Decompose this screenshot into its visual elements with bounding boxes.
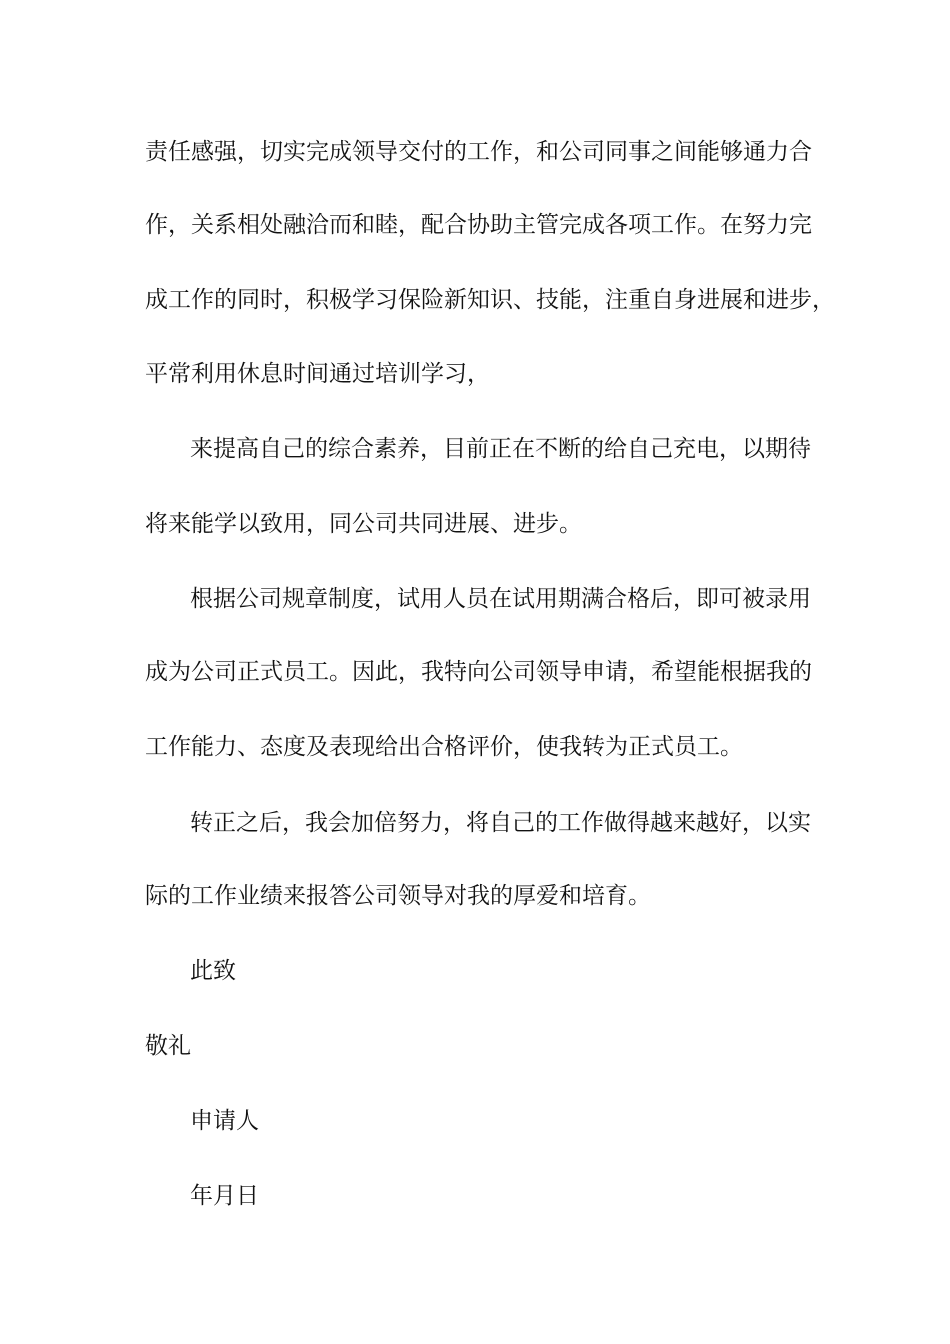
paragraph-line: 来提高自己的综合素养，目前正在不断的给自己充电，以期待 (190, 436, 811, 462)
paragraph-line: 平常利用休息时间通过培训学习， (145, 361, 490, 387)
paragraph-line: 作，关系相处融洽而和睦，配合协助主管完成各项工作。在努力完 (145, 212, 812, 238)
paragraph-line: 工作能力、态度及表现给出合格评价，使我转为正式员工。 (145, 734, 743, 760)
paragraph-line: 际的工作业绩来报答公司领导对我的厚爱和培育。 (145, 883, 651, 909)
applicant-label: 申请人 (190, 1108, 259, 1134)
salutation-closing: 此致 (190, 958, 236, 984)
paragraph-line: 成工作的同时，积极学习保险新知识、技能，注重自身进展和进步， (145, 287, 835, 313)
paragraph-line: 转正之后，我会加倍努力，将自己的工作做得越来越好，以实 (190, 810, 811, 836)
salutation-regards: 敬礼 (145, 1033, 191, 1059)
date-label: 年月日 (190, 1183, 259, 1209)
paragraph-line: 成为公司正式员工。因此，我特向公司领导申请，希望能根据我的 (145, 659, 812, 685)
paragraph-line: 责任感强，切实完成领导交付的工作，和公司同事之间能够通力合 (145, 139, 812, 165)
paragraph-line: 将来能学以致用，同公司共同进展、进步。 (145, 511, 582, 537)
paragraph-line: 根据公司规章制度，试用人员在试用期满合格后，即可被录用 (190, 586, 811, 612)
